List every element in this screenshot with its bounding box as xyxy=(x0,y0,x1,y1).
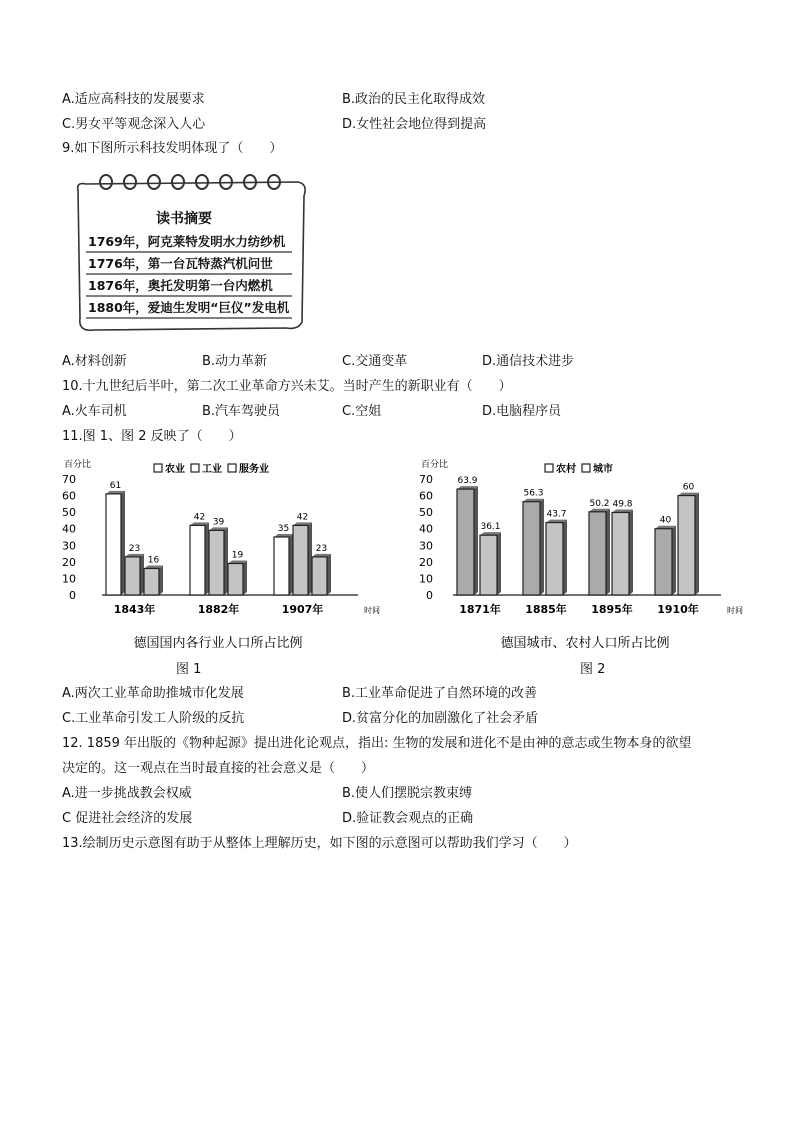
y-tick-label: 20 xyxy=(62,555,76,569)
q11-option-c: C.工业革命引发工人阶级的反抗 xyxy=(62,711,245,726)
bar-side xyxy=(243,561,247,595)
bar-side xyxy=(497,532,501,595)
legend-label: 农业 xyxy=(165,464,185,475)
q8-option-d: D.女性社会地位得到提高 xyxy=(342,117,487,132)
q8-option-b: B.政治的民主化取得成效 xyxy=(342,92,486,107)
q12-option-a: A.进一步挑战教会权威 xyxy=(62,786,192,801)
x-axis-label: 时间 xyxy=(727,606,743,615)
q12-stem-line2: 决定的。这一观点在当时最直接的社会意义是（ ） xyxy=(62,761,375,776)
q9-option-b: B.动力革新 xyxy=(202,354,268,369)
notebook-line: 1769年，阿克莱特发明水力纺纱机 xyxy=(88,234,286,249)
data-label: 56.3 xyxy=(523,488,544,499)
y-tick-label: 60 xyxy=(419,489,433,503)
legend-swatch xyxy=(582,464,590,472)
bar xyxy=(457,489,474,595)
q10-option-c: C.空姐 xyxy=(342,404,382,419)
x-tick-label: 1910年 xyxy=(657,603,699,616)
data-label: 42 xyxy=(296,512,309,523)
q10-option-b: B.汽车驾驶员 xyxy=(202,404,281,419)
x-tick-label: 1895年 xyxy=(591,603,633,616)
bar-side xyxy=(140,554,144,595)
data-label: 49.8 xyxy=(612,499,633,510)
y-tick-label: 0 xyxy=(426,589,433,602)
y-tick-label: 30 xyxy=(419,539,433,553)
q12-option-d: D.验证教会观点的正确 xyxy=(342,811,474,826)
data-label: 23 xyxy=(128,543,141,554)
bar-side xyxy=(308,522,312,595)
q11-option-b: B.工业革命促进了自然环境的改善 xyxy=(342,686,538,701)
legend-label: 工业 xyxy=(202,464,222,475)
data-label: 42 xyxy=(193,512,206,523)
bar xyxy=(612,512,629,595)
x-tick-label: 1907年 xyxy=(281,603,324,616)
q12-stem-line1: 12. 1859 年出版的《物种起源》提出进化论观点，指出: 生物的发展和进化不是由神的意志或生物本身的欲望 xyxy=(62,736,692,751)
x-tick-label: 1871年 xyxy=(459,603,501,616)
bar xyxy=(523,502,540,595)
bar xyxy=(480,535,497,595)
q8-option-a: A.适应高科技的发展要求 xyxy=(62,92,205,107)
notebook-figure xyxy=(72,172,312,334)
bar xyxy=(293,525,308,595)
y-tick-label: 10 xyxy=(419,572,433,586)
data-label: 19 xyxy=(231,550,244,561)
y-tick-label: 30 xyxy=(62,539,76,553)
chart-title: 德国城市、农村人口所占比例 xyxy=(500,636,670,651)
y-axis-label: 百分比 xyxy=(64,460,92,470)
y-tick-label: 40 xyxy=(419,522,433,536)
bar-side xyxy=(205,522,209,595)
q10-option-a: A.火车司机 xyxy=(62,404,127,419)
legend-swatch xyxy=(191,464,199,472)
bar-side xyxy=(327,554,331,595)
bar xyxy=(589,512,606,595)
data-label: 50.2 xyxy=(589,498,610,509)
bar xyxy=(546,523,563,595)
legend-swatch xyxy=(545,464,553,472)
legend-swatch xyxy=(228,464,236,472)
q9-option-d: D.通信技术进步 xyxy=(482,354,575,369)
bar xyxy=(125,557,140,595)
q10-option-d: D.电脑程序员 xyxy=(482,404,562,419)
bar-side xyxy=(159,565,163,595)
q13-stem: 13.绘制历史示意图有助于从整体上理解历史，如下图的示意图可以帮助我们学习（ ） xyxy=(62,836,577,851)
data-label: 35 xyxy=(277,524,290,534)
x-tick-label: 1885年 xyxy=(525,603,567,616)
y-tick-label: 70 xyxy=(419,473,433,486)
bar-side xyxy=(224,527,228,595)
bar xyxy=(144,568,159,595)
legend-label: 城市 xyxy=(593,464,613,475)
y-tick-label: 20 xyxy=(419,555,433,569)
y-tick-label: 60 xyxy=(62,489,76,503)
y-tick-label: 50 xyxy=(62,506,76,520)
bar xyxy=(228,564,243,595)
legend-label: 农村 xyxy=(556,464,576,475)
data-label: 43.7 xyxy=(546,509,567,520)
data-label: 23 xyxy=(315,543,328,554)
figure-1-label: 图 1 xyxy=(176,662,202,677)
data-label: 63.9 xyxy=(457,476,478,487)
q11-option-d: D.贫富分化的加剧激化了社会矛盾 xyxy=(342,711,539,726)
notebook-line: 1776年，第一台瓦特蒸汽机问世 xyxy=(88,256,273,271)
bar xyxy=(190,525,205,595)
bar xyxy=(678,496,695,595)
q10-stem: 10.十九世纪后半叶，第二次工业革命方兴未艾。当时产生的新职业有（ ） xyxy=(62,379,512,394)
y-tick-label: 40 xyxy=(62,522,76,536)
y-tick-label: 0 xyxy=(69,589,76,602)
x-tick-label: 1882年 xyxy=(197,603,240,616)
q12-option-b: B.使人们摆脱宗教束缚 xyxy=(342,786,473,801)
data-label: 36.1 xyxy=(480,522,501,533)
q9-option-c: C.交通变革 xyxy=(342,354,408,369)
notebook-line: 1876年，奥托发明第一台内燃机 xyxy=(88,278,273,293)
legend-label: 服务业 xyxy=(239,464,269,475)
data-label: 39 xyxy=(212,517,225,528)
bar xyxy=(274,537,289,595)
q11-stem: 11.图 1、图 2 反映了（ ） xyxy=(62,429,242,444)
y-tick-label: 70 xyxy=(62,473,76,486)
q8-option-c: C.男女平等观念深入人心 xyxy=(62,117,206,132)
notebook-line: 1880年，爱迪生发明“巨仪”发电机 xyxy=(88,300,290,315)
bar xyxy=(655,529,672,595)
q9-option-a: A.材料创新 xyxy=(62,354,127,369)
q11-option-a: A.两次工业革命助推城市化发展 xyxy=(62,686,244,701)
y-tick-label: 50 xyxy=(419,506,433,520)
bar xyxy=(106,494,121,595)
data-label: 40 xyxy=(659,515,672,526)
bar xyxy=(209,530,224,595)
data-label: 16 xyxy=(147,555,160,566)
bar-side xyxy=(289,534,293,595)
bar-side xyxy=(474,486,478,595)
data-label: 61 xyxy=(109,480,122,491)
y-axis-label: 百分比 xyxy=(421,460,449,470)
notebook-title: 读书摘要 xyxy=(156,211,212,227)
x-axis-label: 时间 xyxy=(364,606,380,615)
q12-option-c: C 促进社会经济的发展 xyxy=(62,811,193,826)
legend-swatch xyxy=(154,464,162,472)
figure-2-label: 图 2 xyxy=(580,662,606,677)
q9-stem: 9.如下图所示科技发明体现了（ ） xyxy=(62,141,283,156)
chart-1 xyxy=(58,455,380,655)
data-label: 60 xyxy=(682,482,695,493)
chart-2 xyxy=(415,455,743,655)
chart-title: 德国国内各行业人口所占比例 xyxy=(133,636,303,651)
y-tick-label: 10 xyxy=(62,572,76,586)
bar xyxy=(312,557,327,595)
x-tick-label: 1843年 xyxy=(113,603,156,616)
